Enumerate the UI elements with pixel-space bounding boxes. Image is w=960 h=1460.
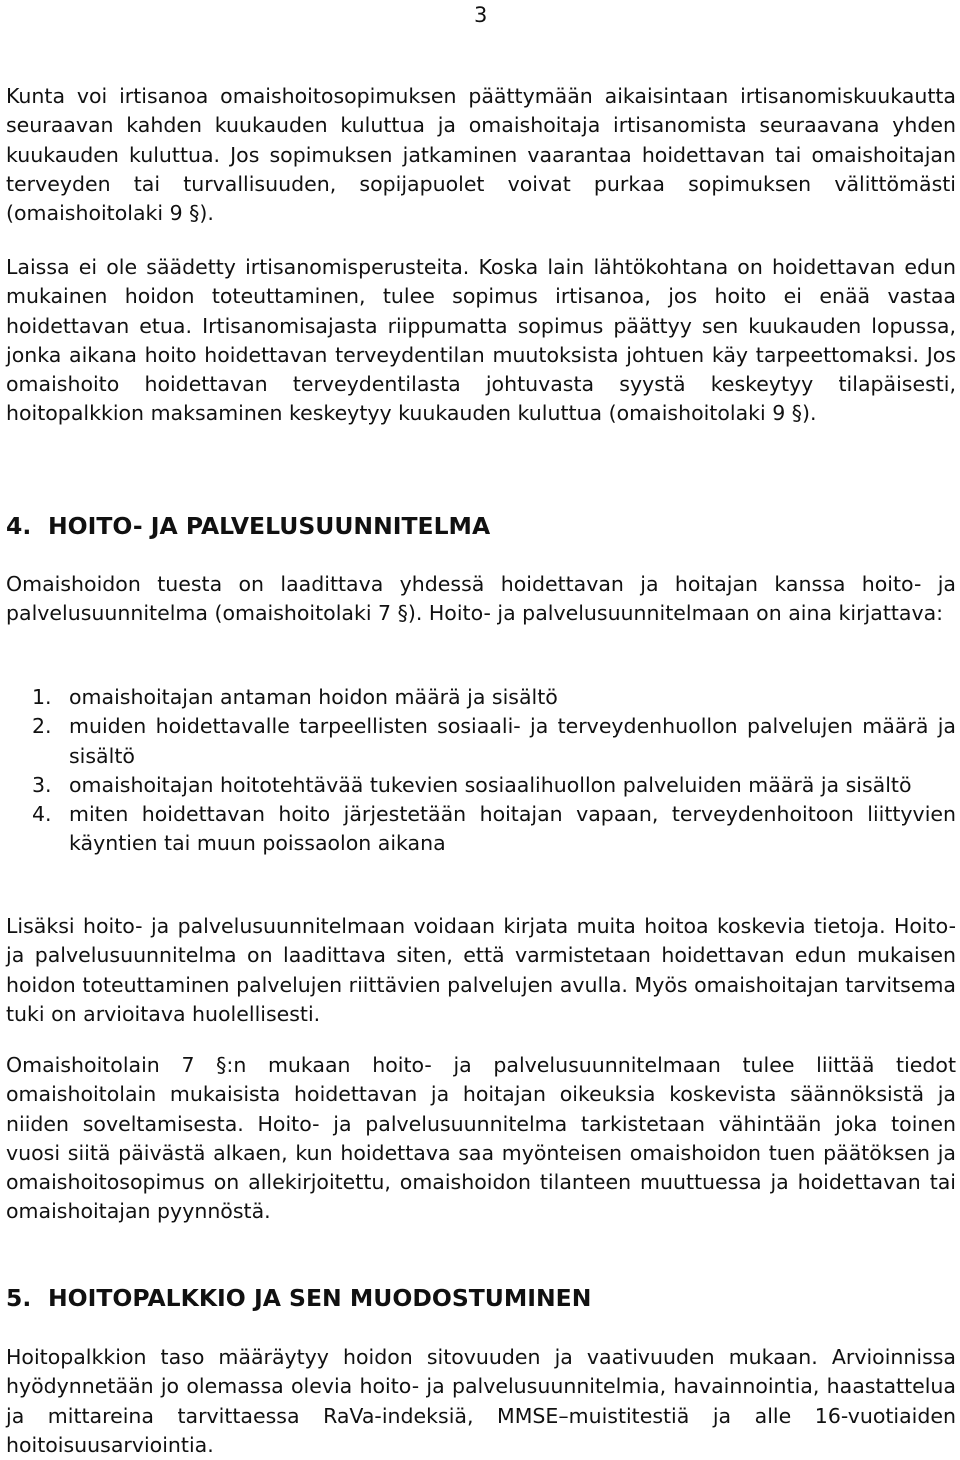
section-title-4: HOITO- JA PALVELUSUUNNITELMA (48, 512, 491, 540)
care-plan-contents-list (6, 683, 956, 859)
paragraph-additional-info: Lisäksi hoito- ja palvelusuunnitelmaan voidaan kirjata muita hoitoa koskevia tietoja. Hoito- ja palvelusuunnitelma on laadittava siten, että varmistetaan hoidettavan edun mukaisen hoidon toteuttaminen palvelujen riittävien palvelujen avulla. Myös omaishoitajan tarvitsema tuki on arvioitava huolellisesti. (6, 914, 956, 1026)
section-heading-4 (6, 511, 490, 541)
list-item-number: 2. (32, 714, 52, 739)
section-number-5: 5. (6, 1284, 32, 1312)
paragraph-care-plan-intro: Omaishoidon tuesta on laadittava yhdessä hoidettavan ja hoitajan kanssa hoito- ja palvelusuunnitelma (omaishoitolaki 7 §). Hoito- ja palvelusuunnitelmaan on aina kirjattava: (6, 572, 956, 626)
list-item-number: 4. (32, 802, 52, 827)
section-number-4: 4. (6, 512, 32, 540)
list-item-text: omaishoitajan hoitotehtävää tukevien sosiaalihuollon palveluiden määrä ja sisältö (69, 772, 912, 797)
list-item (6, 771, 956, 800)
paragraph-care-fee: Hoitopalkkion taso määräytyy hoidon sitovuuden ja vaativuuden mukaan. Arvioinnissa hyödynnetään jo olemassa olevia hoito- ja palvelusuunnitelmia, havainnointia, haastattelua ja mittareina tarvittaessa RaVa-indeksiä, MMSE–muistitestiä ja alle 16-vuotiaiden hoitoisuusarviointia. (6, 1345, 956, 1457)
paragraph-care-plan-review: Omaishoitolain 7 §:n mukaan hoito- ja palvelusuunnitelmaan tulee liittää tiedot omaishoitolain mukaisista hoidettavan ja hoitajan oikeuksia koskevista säännöksistä ja niiden soveltamisesta. Hoito- ja palvelusuunnitelma tarkistetaan vähintään joka toinen vuosi siitä päivästä alkaen, kun hoidettava saa myönteisen omaishoidon tuen päätöksen ja omaishoitosopimus on allekirjoitettu, omaishoidon tilanteen muuttuessa ja hoidettavan tai omaishoitajan pyynnöstä. (6, 1053, 956, 1224)
list-item-text: muiden hoidettavalle tarpeellisten sosiaali- ja terveydenhuollon palvelujen määrä ja sisältö (69, 714, 956, 768)
list-item (6, 712, 956, 771)
list-item-text: omaishoitajan antaman hoidon määrä ja sisältö (69, 685, 558, 709)
paragraph-termination-grounds: Laissa ei ole säädetty irtisanomisperusteita. Koska lain lähtökohtana on hoidettavan edun mukainen hoidon toteuttaminen, tulee sopimus irtisanoa, jos hoito ei enää vastaa hoidettavan etua. Irtisanomisajasta riippumatta sopimus päättyy sen kuukauden lopussa, jonka aikana hoito hoidettavan terveydentilan muutoksista johtuen käy tarpeettomaksi. Jos omaishoito hoidettavan terveydentilasta johtuvasta syystä keskeytyy tilapäisesti, hoitopalkkion maksaminen keskeytyy kuukauden kuluttua (omaishoitolaki 9 §). (6, 255, 956, 426)
section-title-5: HOITOPALKKIO JA SEN MUODOSTUMINEN (48, 1284, 592, 1312)
page-number: 3 (474, 3, 488, 27)
paragraph-termination-terms: Kunta voi irtisanoa omaishoitosopimuksen päättymään aikaisintaan irtisanomiskuukautta seuraavan kahden kuukauden kuluttua ja omaishoitaja irtisanomista seuraavana yhden kuukauden kuluttua. Jos sopimuksen jatkaminen vaarantaa hoidettavan tai omaishoitajan terveyden tai turvallisuuden, sopijapuolet voivat purkaa sopimuksen välittömästi (omaishoitolaki 9 §). (6, 84, 956, 226)
list-item-number: 1. (32, 685, 52, 709)
list-item-number: 3. (32, 772, 52, 797)
list-item (6, 683, 956, 712)
list-item (6, 800, 956, 859)
list-item-text: miten hoidettavan hoito järjestetään hoitajan vapaan, terveydenhoitoon liittyvien käyntien tai muun poissaolon aikana (69, 802, 956, 856)
section-heading-5 (6, 1283, 591, 1313)
